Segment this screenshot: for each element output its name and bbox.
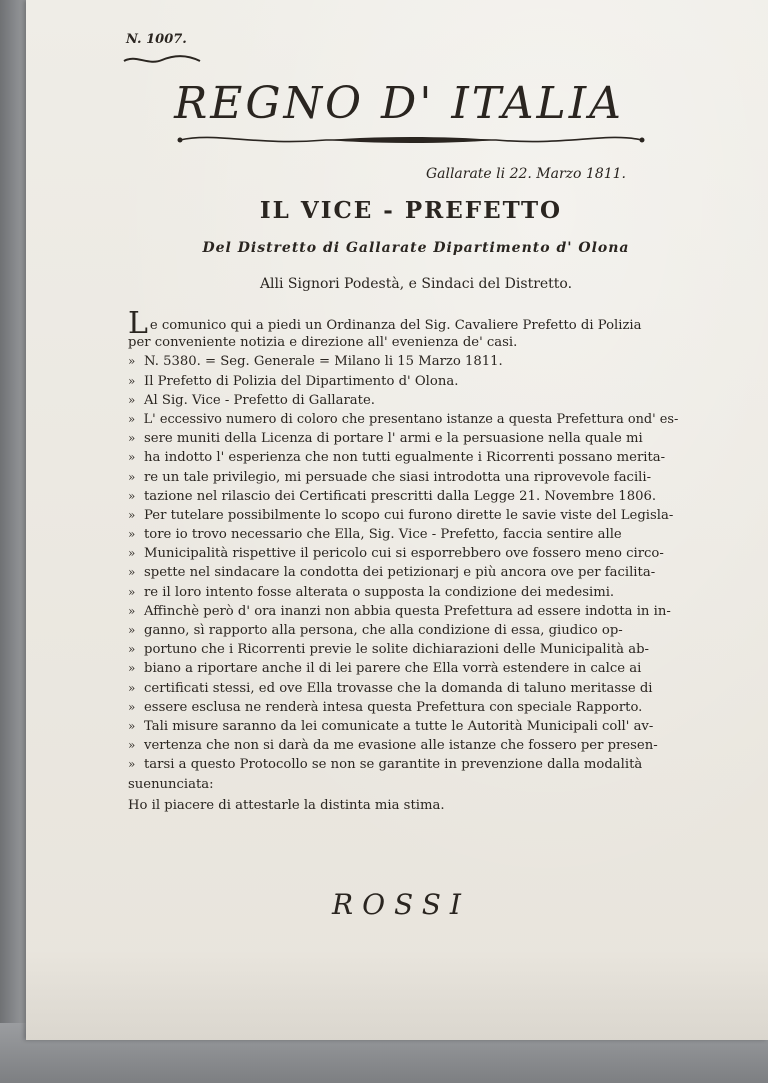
signature: ROSSI [332,888,470,921]
body-line-text: ha indotto l' esperienza che non tutti egualmente i Ricorrenti possano merita- [144,450,666,466]
body-line-text: tarsi a questo Protocollo se non se garantite in prevenzione dalla modalità [144,757,643,773]
body-line-text: portuno che i Ricorrenti previe le solite dichiarazioni delle Municipalità ab- [144,642,649,658]
body-line [128,333,678,352]
quotation-mark: » [128,623,136,637]
body-line [128,755,678,774]
quotation-mark: » [128,642,136,657]
body-line-text: tazione nel rilascio dei Certificati prescritti dalla Legge 21. Novembre 1806. [144,488,657,504]
body-line [128,679,678,698]
body-line [128,448,678,467]
body-line [128,429,678,448]
body-line [128,506,678,525]
body-line-text: Ho il piacere di attestarle la distinta mia stima. [128,797,445,813]
body-line-text: ganno, sì rapporto alla persona, che alla condizione di essa, giudico op- [144,623,623,638]
quotation-mark: » [128,565,136,580]
body-line [128,525,678,544]
body-line-text: e comunico qui a piedi un Ordinanza del Sig. Cavaliere Prefetto di Polizia [149,318,642,333]
issuer-subheading: Del Distretto di Gallarate Dipartimento d' Olona [202,240,630,256]
body-line-text: certificati stessi, ed ove Ella trovasse che la domanda di taluno meritasse di [144,680,653,696]
body-line [128,372,678,391]
body-line-text: vertenza che non si darà da me evasione alle istanze che fossero per presen- [144,738,658,754]
title-flourish-ornament [176,130,646,150]
body-line-text: biano a riportare anche il di lei parere che Ella vorrà estendere in calce ai [144,661,642,677]
body-line [128,544,678,563]
quotation-mark: » [128,584,136,599]
ordinance-body [128,306,679,815]
body-line-text: sere muniti della Licenza di portare l' armi e la persuasione nella quale mi [144,431,643,447]
background-edge-left [0,0,28,1083]
body-line [128,698,678,717]
body-line-text: per conveniente notizia e direzione all' evenienza de' casi. [128,335,518,351]
quotation-mark: » [128,411,136,426]
body-line [128,410,679,429]
quotation-mark: » [128,738,136,753]
document-title: REGNO D' ITALIA [174,78,624,129]
body-line-text: essere esclusa ne renderà intesa questa Prefettura con speciale Rapporto. [144,699,643,715]
quotation-mark: » [128,680,136,695]
quotation-mark: » [128,661,136,676]
drop-cap: L [128,306,148,341]
document-number: N. 1007. [126,32,187,47]
body-line [128,659,678,678]
body-line [128,468,678,487]
small-flourish-ornament [122,52,202,68]
quotation-mark: » [128,527,136,542]
body-line-text: re il loro intento fosse alterata o supposta la condizione dei medesimi. [144,584,615,600]
body-line [128,487,678,506]
quotation-mark: » [128,546,136,561]
quotation-mark: » [128,488,136,503]
quotation-mark: » [128,469,136,484]
body-line-text: Affinchè però d' ora inanzi non abbia questa Prefettura ad essere indotta in in- [144,603,671,619]
body-line [128,640,678,659]
quotation-mark: » [128,603,136,618]
body-line [128,583,678,602]
dateline: Gallarate li 22. Marzo 1811. [425,166,626,182]
quotation-mark: » [128,757,136,772]
body-line-text: N. 5380. = Seg. Generale = Milano li 15 Marzo 1811. [144,354,503,370]
body-line-text: spette nel sindacare la condotta dei petizionarj e più ancora ove per facilita- [144,565,656,581]
body-line [128,736,678,755]
body-line-text: suenunciata: [128,776,214,792]
body-line-text: Al Sig. Vice - Prefetto di Gallarate. [144,392,375,408]
body-line [128,717,678,736]
quotation-mark: » [128,373,136,388]
quotation-mark: » [128,699,136,714]
body-line [128,796,678,815]
body-line [128,306,678,341]
addressee-line: Alli Signori Podestà, e Sindaci del Distretto. [259,276,573,292]
body-line-text: Il Prefetto di Polizia del Dipartimento d' Olona. [144,373,459,389]
document-page [26,0,768,1040]
body-line-text: Per tutelare possibilmente lo scopo cui furono dirette le savie viste del Legisla- [144,507,674,523]
body-line [128,621,678,640]
body-line [128,602,678,621]
issuer-heading: IL VICE - PREFETTO [259,197,563,224]
body-line-text: Tali misure saranno da lei comunicate a tutte le Autorità Municipali coll' av- [144,718,654,734]
quotation-mark: » [128,507,136,522]
quotation-mark: » [128,718,136,733]
body-line [128,352,678,371]
body-line-text: Municipalità rispettive il pericolo cui si esporrebbero ove fossero meno circo- [144,546,664,562]
body-line [128,563,678,582]
body-line [128,391,678,410]
body-line-text: L' eccessivo numero di coloro che presentano istanze a questa Prefettura ond' es- [143,411,679,427]
quotation-mark: » [128,354,136,369]
quotation-mark: » [128,450,136,465]
body-line-text: tore io trovo necessario che Ella, Sig. Vice - Prefetto, faccia sentire alle [144,527,622,543]
body-line [128,775,678,794]
quotation-mark: » [128,431,136,446]
quotation-mark: » [128,392,136,407]
body-line-text: re un tale privilegio, mi persuade che siasi introdotta una riprovevole facili- [144,469,652,485]
